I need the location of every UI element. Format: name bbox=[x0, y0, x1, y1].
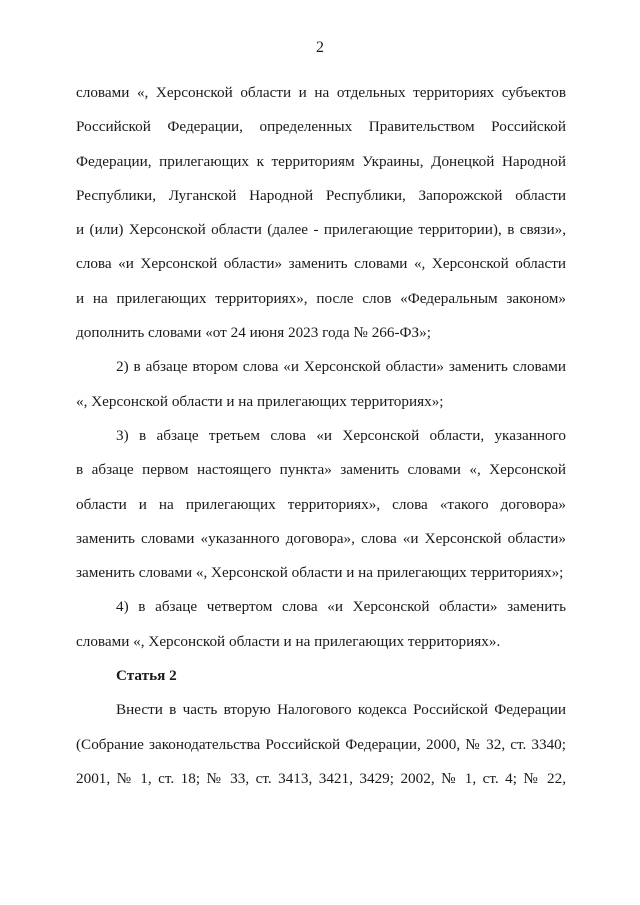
paragraph-item-4 bbox=[76, 590, 566, 659]
text-line: Федерации, прилегающих к территориям Украины, Донецкой Народной bbox=[76, 152, 566, 170]
paragraph-continuation bbox=[76, 76, 566, 350]
text-line: Российской Федерации, определенных Правительством Российской bbox=[76, 118, 566, 136]
text-line: в абзаце первом настоящего пункта» заменить словами «, Херсонской bbox=[76, 461, 566, 479]
paragraph-item-3 bbox=[76, 419, 566, 590]
text-line: заменить словами «указанного договора», слова «и Херсонской области» bbox=[76, 529, 566, 547]
text-line: (Собрание законодательства Российской Федерации, 2000, № 32, ст. 3340; bbox=[76, 735, 566, 753]
text-line: заменить словами «, Херсонской области и на прилегающих территориях»; bbox=[76, 564, 564, 582]
text-line: Республики, Луганской Народной Республики, Запорожской области bbox=[76, 186, 566, 204]
text-line: и на прилегающих территориях», после слов «Федеральным законом» bbox=[76, 289, 566, 307]
article-heading: Статья 2 bbox=[116, 667, 177, 685]
paragraph-item-2 bbox=[76, 350, 566, 419]
document-body bbox=[76, 76, 566, 796]
text-line: слова «и Херсонской области» заменить словами «, Херсонской области bbox=[76, 255, 566, 273]
text-line: словами «, Херсонской области и на прилегающих территориях». bbox=[76, 632, 501, 650]
text-line: 2001, № 1, ст. 18; № 33, ст. 3413, 3421, 3429; 2002, № 1, ст. 4; № 22, bbox=[76, 769, 566, 787]
text-line: словами «, Херсонской области и на отдельных территориях субъектов bbox=[76, 84, 566, 101]
text-line: области и на прилегающих территориях», слова «такого договора» bbox=[76, 495, 566, 513]
text-line: 3) в абзаце третьем слова «и Херсонской области, указанного bbox=[116, 426, 566, 444]
text-line: «, Херсонской области и на прилегающих территориях»; bbox=[76, 392, 444, 410]
text-line: и (или) Херсонской области (далее - прилегающие территории), в связи», bbox=[76, 221, 566, 239]
text-line: 4) в абзаце четвертом слова «и Херсонской области» заменить bbox=[116, 598, 566, 616]
text-line: Внести в часть вторую Налогового кодекса Российской Федерации bbox=[116, 701, 566, 719]
page-number: 2 bbox=[316, 39, 324, 56]
paragraph-article-2 bbox=[76, 693, 566, 796]
text-line: 2) в абзаце втором слова «и Херсонской области» заменить словами bbox=[116, 358, 566, 376]
text-line: дополнить словами «от 24 июня 2023 года № 266-ФЗ»; bbox=[76, 324, 431, 342]
